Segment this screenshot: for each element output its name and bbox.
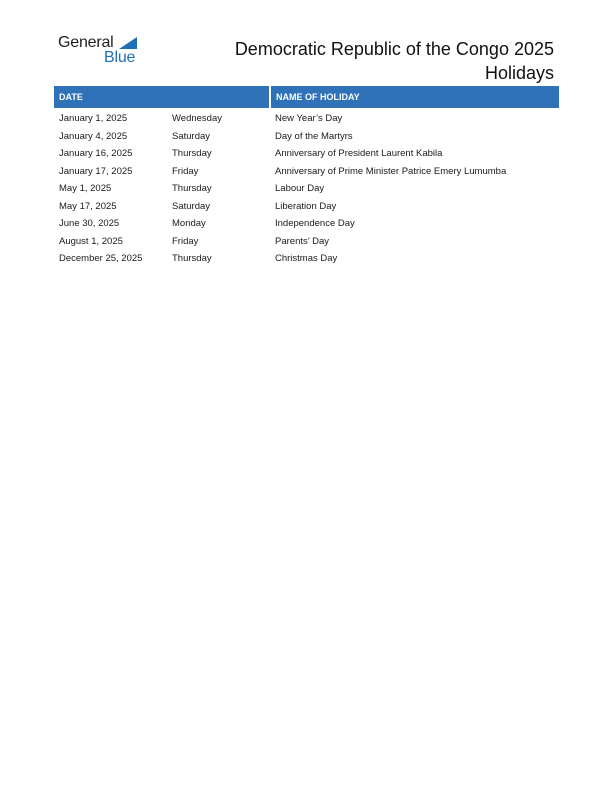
cell-date: May 17, 2025	[59, 200, 117, 212]
cell-date: August 1, 2025	[59, 235, 123, 247]
cell-weekday: Saturday	[172, 200, 211, 212]
cell-date: June 30, 2025	[59, 218, 120, 230]
cell-holiday-name: Parents’ Day	[275, 235, 330, 247]
cell-holiday-name: Independence Day	[275, 218, 355, 230]
cell-holiday-name: Anniversary of Prime Minister Patrice Emery Lumumba	[275, 165, 507, 177]
table-header-row	[54, 86, 559, 108]
table-body	[54, 108, 559, 268]
table-row	[54, 198, 559, 216]
cell-weekday: Thursday	[172, 253, 212, 265]
cell-weekday: Thursday	[172, 148, 212, 160]
generalblue-logo	[58, 34, 148, 68]
table-row	[54, 215, 559, 233]
cell-weekday: Friday	[172, 235, 199, 247]
logo-word-blue: Blue	[104, 49, 136, 66]
cell-holiday-name: Labour Day	[275, 183, 325, 195]
logo-triangle-icon	[119, 37, 137, 49]
cell-weekday: Wednesday	[172, 113, 222, 125]
table-row	[54, 163, 559, 181]
cell-weekday: Monday	[172, 218, 206, 230]
cell-date: December 25, 2025	[59, 253, 143, 265]
holiday-table	[54, 86, 559, 268]
cell-weekday: Saturday	[172, 130, 211, 142]
header-holiday-name: NAME OF HOLIDAY	[270, 86, 559, 108]
cell-weekday: Thursday	[172, 183, 212, 195]
table-row	[54, 145, 559, 163]
cell-date: January 16, 2025	[59, 148, 133, 160]
cell-date: January 4, 2025	[59, 130, 128, 142]
cell-holiday-name: Christmas Day	[275, 253, 338, 265]
cell-holiday-name: Anniversary of President Laurent Kabila	[275, 148, 443, 160]
cell-holiday-name: Liberation Day	[275, 200, 337, 212]
table-row	[54, 108, 559, 128]
cell-date: May 1, 2025	[59, 183, 112, 195]
cell-date: January 1, 2025	[59, 113, 128, 125]
cell-weekday: Friday	[172, 165, 199, 177]
table-row	[54, 180, 559, 198]
page-title	[194, 37, 554, 85]
table-row	[54, 233, 559, 251]
cell-holiday-name: Day of the Martyrs	[275, 130, 353, 142]
cell-date: January 17, 2025	[59, 165, 133, 177]
page-title-line2: Holidays	[484, 63, 554, 83]
cell-holiday-name: New Year’s Day	[275, 113, 343, 125]
header-date: DATE	[54, 86, 270, 108]
logo-word-general: General	[58, 34, 114, 51]
table-row	[54, 128, 559, 146]
page-title-line1: Democratic Republic of the Congo 2025	[234, 39, 554, 59]
table-row	[54, 250, 559, 268]
